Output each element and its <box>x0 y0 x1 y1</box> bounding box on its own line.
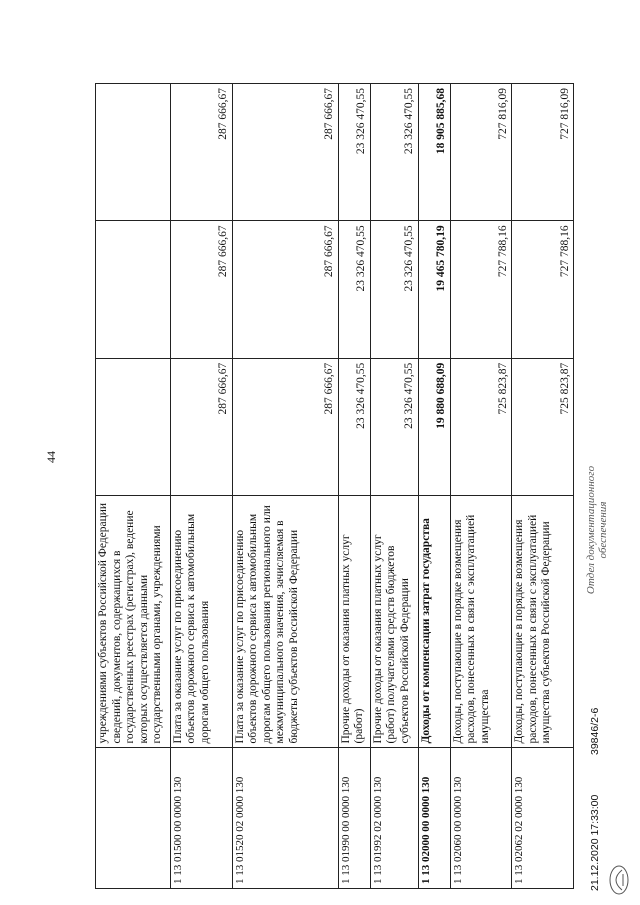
stamp-line-2: обеспечения <box>597 501 609 559</box>
table-row <box>96 84 171 889</box>
row-value-1: 23 326 470,55 <box>338 358 370 495</box>
row-code: 1 13 01500 00 0000 130 <box>170 748 232 889</box>
row-value-1: 19 880 688,09 <box>418 358 450 495</box>
page-number: 44 <box>44 451 58 463</box>
budget-table <box>95 83 574 889</box>
row-value-1: 287 666,67 <box>170 358 232 495</box>
row-name: Доходы, поступающие в порядке возмещения расходов, понесенных в связи с эксплуатацией имущества <box>450 496 512 748</box>
row-value-3: 727 816,09 <box>450 84 512 221</box>
row-name: Плата за оказание услуг по присоединению объектов дорожного сервиса к автомобильным дорогам общего пользования <box>170 496 232 748</box>
seal-logo <box>606 863 632 897</box>
row-value-2 <box>96 221 171 358</box>
row-value-2: 727 788,16 <box>450 221 512 358</box>
row-value-3: 287 666,67 <box>170 84 232 221</box>
row-value-3: 727 816,09 <box>512 84 574 221</box>
table-row <box>370 84 418 889</box>
row-value-3 <box>96 84 171 221</box>
row-value-2: 23 326 470,55 <box>338 221 370 358</box>
row-name: Прочие доходы от оказания платных услуг (работ) <box>338 496 370 748</box>
footer-timestamp: 21.12.2020 17:33:00 <box>589 794 601 891</box>
row-code: 1 13 01990 00 0000 130 <box>338 748 370 889</box>
row-name: Плата за оказание услуг по присоединению объектов дорожного сервиса к автомобильным дорогам общего пользования регионального или межмуниципального значения, зачисляемая в бюджеты субъектов Российской Федерации <box>232 496 338 748</box>
row-name: Прочие доходы от оказания платных услуг (работ) получателями средств бюджетов субъектов Российской Федерации <box>370 496 418 748</box>
row-code: 1 13 01520 02 0000 130 <box>232 748 338 889</box>
row-value-2: 23 326 470,55 <box>370 221 418 358</box>
row-value-1 <box>96 358 171 495</box>
department-stamp <box>585 460 609 600</box>
row-value-3: 18 905 885,68 <box>418 84 450 221</box>
row-value-2: 287 666,67 <box>170 221 232 358</box>
row-name: учреждениями субъектов Российской Федерации сведений, документов, содержащихся в государственных реестрах (регистрах), ведение которых осуществляется данными государственными органами, учреждениями <box>96 496 171 748</box>
row-value-2: 287 666,67 <box>232 221 338 358</box>
table-row <box>512 84 574 889</box>
row-value-2: 727 788,16 <box>512 221 574 358</box>
row-value-2: 19 465 780,19 <box>418 221 450 358</box>
row-code: 1 13 01992 02 0000 130 <box>370 748 418 889</box>
stamp-line-1: Отдел документационного <box>585 465 597 595</box>
row-value-3: 23 326 470,55 <box>370 84 418 221</box>
row-value-1: 23 326 470,55 <box>370 358 418 495</box>
table-row <box>338 84 370 889</box>
row-code: 1 13 02062 02 0000 130 <box>512 748 574 889</box>
row-value-1: 725 823,87 <box>512 358 574 495</box>
row-value-3: 287 666,67 <box>232 84 338 221</box>
row-code: 1 13 02000 00 0000 130 <box>418 748 450 889</box>
table-row <box>232 84 338 889</box>
table-row <box>418 84 450 889</box>
row-code: 1 13 02060 00 0000 130 <box>450 748 512 889</box>
row-value-1: 725 823,87 <box>450 358 512 495</box>
row-name: Доходы от компенсации затрат государства <box>418 496 450 748</box>
table-row <box>170 84 232 889</box>
row-name: Доходы, поступающие в порядке возмещения расходов, понесенных в связи с эксплуатацией имущества субъектов Российской Федерации <box>512 496 574 748</box>
footer-doc-id: 39846/2-6 <box>589 707 601 755</box>
table-row <box>450 84 512 889</box>
row-value-1: 287 666,67 <box>232 358 338 495</box>
row-code <box>96 748 171 889</box>
row-value-3: 23 326 470,55 <box>338 84 370 221</box>
